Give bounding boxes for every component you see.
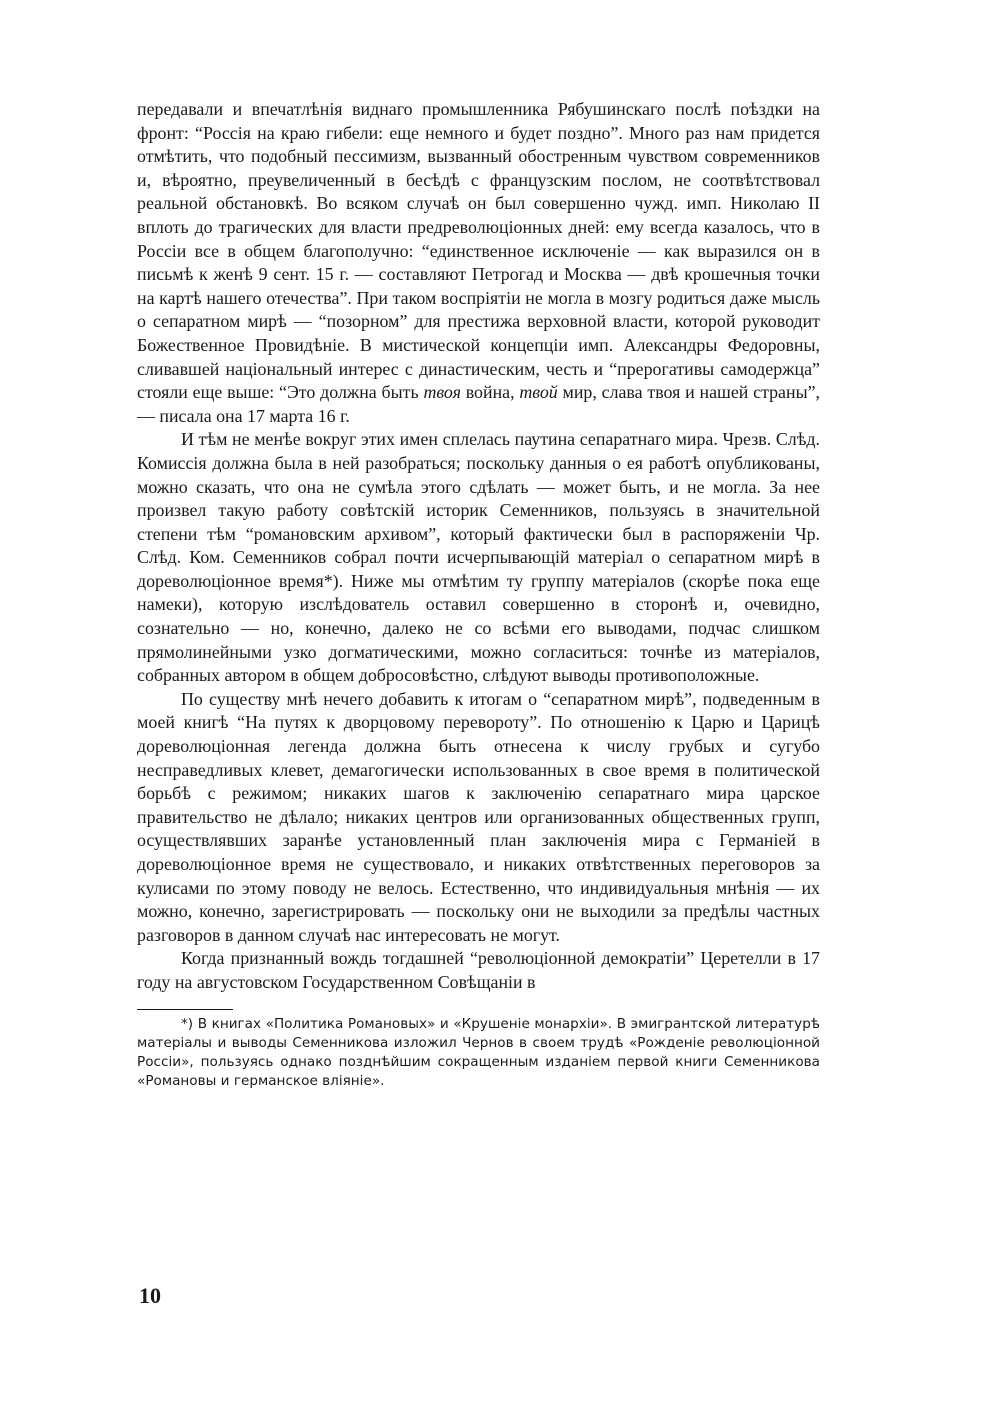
paragraph-2: И тѣм не менѣе вокруг этих имен сплелась паутина сепаратнаго мира. Чрезв. Слѣд. Комиссія должна была в ней разобраться; поскольку данныя о ея работѣ опубликованы, можно сказать, что она не сумѣла этого сдѣлать — может быть, и не могла. За нее произвел такую работу совѣтскій историк Семенников, пользуясь в значительной степени тѣм “романовским архивом”, который фактически был в распоряженіи Чр. Слѣд. Ком. Семенников собрал почти исчерпывающій матеріал о сепаратном мирѣ в дореволюціонное время*). Ниже мы отмѣтим ту группу матеріалов (скорѣе пока еще намеки), которую изслѣдователь оставил совершенно в сторонѣ и, очевидно, сознательно — но, конечно, далеко не со всѣми его выводами, подчас слишком прямолинейными узко догматическими, можно согласиться: точнѣе из матеріалов, собранных автором в общем добросовѣстно, слѣдуют выводы противоположные. — [137, 429, 820, 686]
paragraph-1-text-b: война, — [460, 382, 520, 403]
paragraph-3: По существу мнѣ нечего добавить к итогам о “сепаратном мирѣ”, подведенным в моей книгѣ “На путях к дворцовому перевороту”. По отношенію к Царю и Царицѣ дореволюціонная легенда должна быть отнесена к числу грубых и сугубо несправедливых клевет, демагогически использованных в свое время в политической борьбѣ с режимом; никаких шагов к заключенію сепаратнаго мира царское правительство не дѣлало; никаких центров или организованных общественных групп, осуществлявших заранѣе установленный план заключенія мира с Германіей в дореволюціонное время не существовало, и никаких отвѣтственных переговоров за кулисами по этому поводу не велось. Естественно, что индивидуальныя мнѣнія — их можно, конечно, зарегистрировать — поскольку они не выходили за предѣлы частных разговоров в данном случаѣ нас интересовать не могут. — [137, 688, 820, 945]
paragraph-1-emphasis-2: твой — [519, 382, 558, 403]
paragraph-1-emphasis-1: твоя — [423, 382, 461, 403]
footnote-divider — [137, 1009, 233, 1010]
main-text — [137, 98, 820, 995]
paragraph-1-text-c: мир, слава твоя и нашей страны”, — писала она 17 марта 16 г. — [137, 382, 821, 426]
page-content — [137, 98, 820, 1091]
page-number: 10 — [139, 1283, 161, 1308]
paragraph-1-text-a: передавали и впечатлѣнія виднаго промышленника Рябушинскаго послѣ поѣздки на фронт: “Россія на краю гибели: еще немного и будет поздно”. Много раз нам придется отмѣтить, что подобный пессимизм, вызванный обостренным чувством современников и, вѣроятно, преувеличенный в бесѣдѣ с французским послом, не соотвѣтствовал реальной обстановкѣ. Во всяком случаѣ он был совершенно чужд. имп. Николаю II вплоть до трагических для власти предреволюціонных дней: ему всегда казалось, что в Россіи все в общем благополучно: “единственное исключеніе — как выразился он в письмѣ к женѣ 9 сент. 15 г. — составляют Петрогад и Москва — двѣ крошечныя точки на картѣ нашего отечества”. При таком воспріятіи не могла в мозгу родиться даже мысль о сепаратном мирѣ — “позорном” для престижа верховной власти, которой руководит Божественное Провидѣніе. В мистической концепціи имп. Александры Федоровны, сливавшей національный интерес с династическим, честь и “прерогативы самодержца” стояли еще выше: “Это должна быть — [137, 99, 820, 403]
paragraph-1 — [137, 98, 820, 428]
paragraph-4: Когда признанный вождь тогдашней “революціонной демократіи” Церетелли в 17 году на августовском Государственном Совѣщаніи в — [137, 948, 820, 992]
footnote: *) В книгах «Политика Романовых» и «Крушеніе монархіи». В эмигрантской литературѣ матеріалы и выводы Семенникова изложил Чернов в своем трудѣ «Рожденіе революціонной Россіи», пользуясь однако позднѣйшим сокращенным изданіем первой книги Семенникова «Романовы и германское вліяніе». — [137, 1015, 820, 1090]
